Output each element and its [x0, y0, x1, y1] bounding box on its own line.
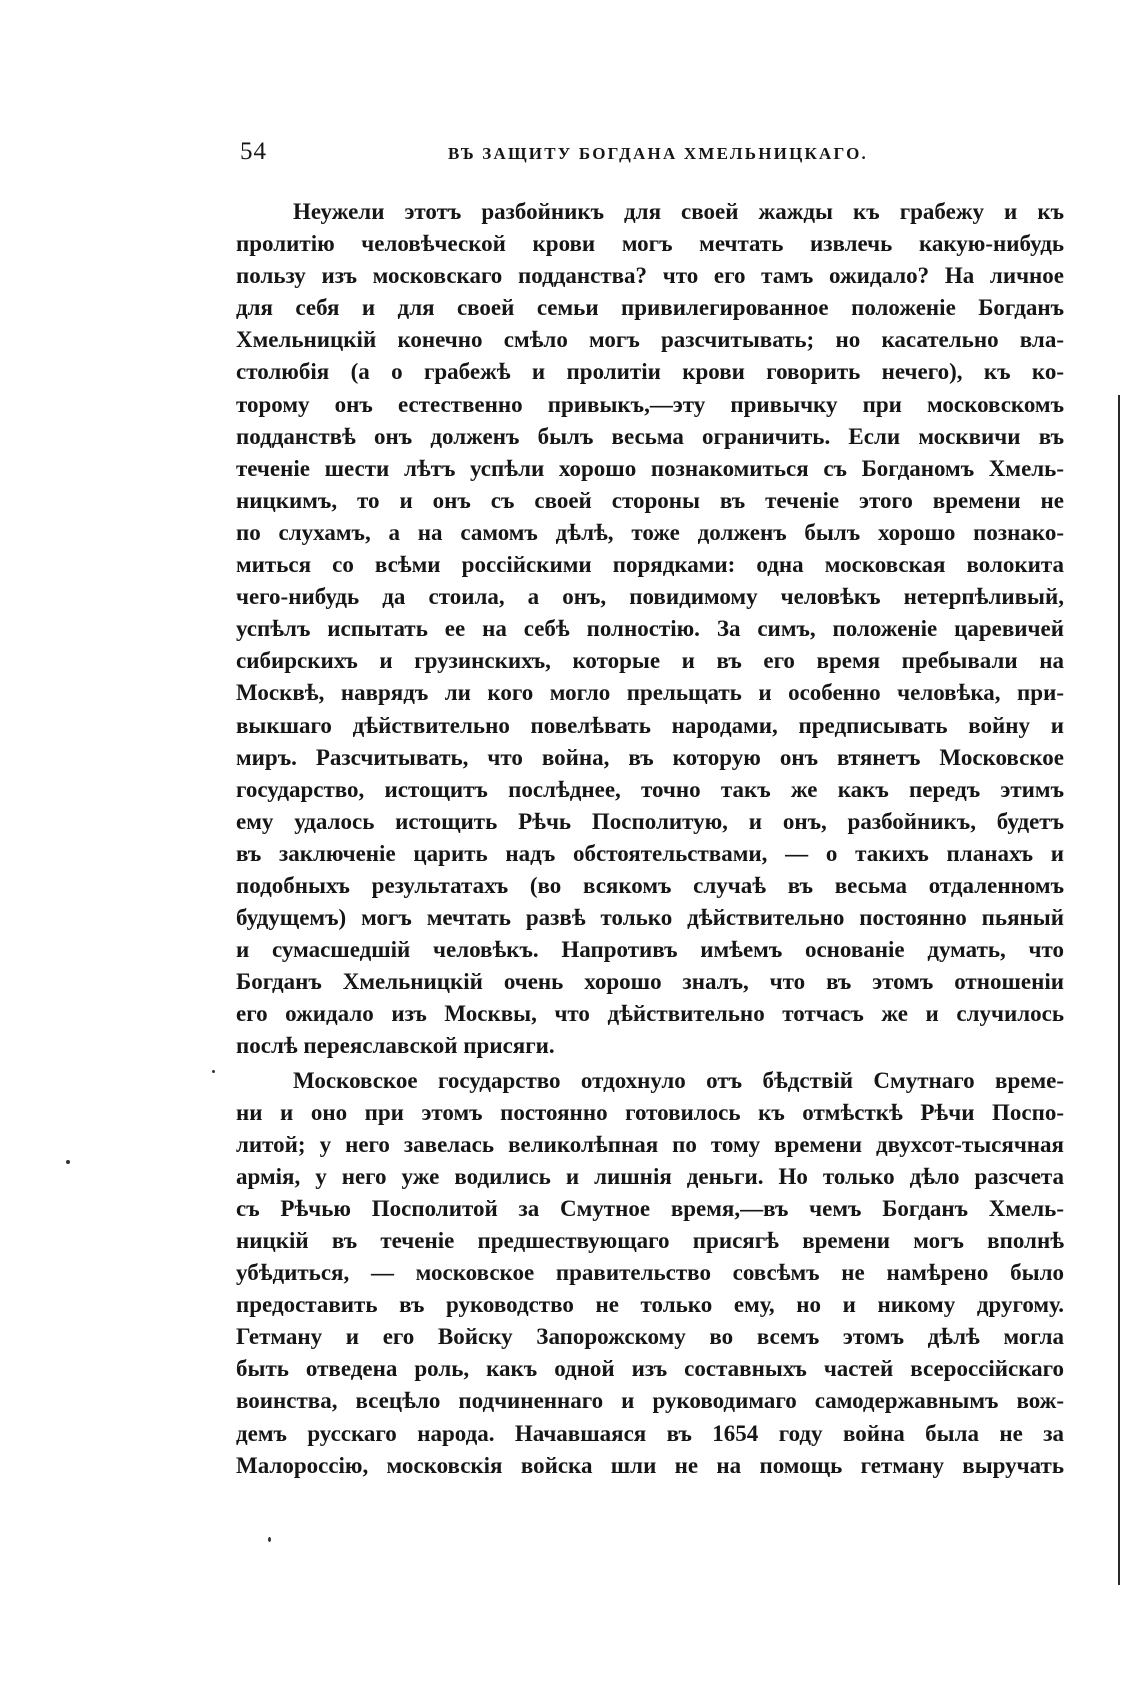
text-line: демъ русскаго народа. Начавшаяся въ 1654 году война была не за	[236, 1420, 1064, 1446]
text-line: будущемъ) могъ мечтать развѣ только дѣйствительно постоянно пьяный	[236, 905, 1064, 931]
text-line: ницкій въ теченіе предшествующаго присягѣ времени могъ вполнѣ	[236, 1228, 1064, 1253]
text-line: подданствѣ онъ долженъ былъ весьма ограничить. Если москвичи въ	[236, 423, 1064, 449]
text-line: выкшаго дѣйствительно повелѣвать народами, предписывать войну и	[236, 712, 1064, 738]
text-line: Москвѣ, наврядъ ли кого могло прельщать и особенно человѣка, при-	[236, 680, 1064, 706]
text-line: ницкимъ, то и онъ съ своей стороны въ теченіе этого времени не	[236, 487, 1064, 513]
text-line: Гетману и его Войску Запорожскому во всемъ этомъ дѣлѣ могла	[236, 1324, 1064, 1350]
page-edge-rule	[1118, 395, 1120, 1585]
text-line: теченіе шести лѣтъ успѣли хорошо познакомиться съ Богданомъ Хмель-	[236, 455, 1064, 481]
text-line: быть отведена роль, какъ одной изъ составныхъ частей всероссійскаго	[236, 1356, 1064, 1382]
text-line: Неужели этотъ разбойникъ для своей жажды къ грабежу и къ	[293, 199, 1064, 224]
paragraph-2	[236, 1065, 1064, 1482]
text-line: миться со всѣми россійскими порядками: одна московская волокита	[236, 552, 1064, 578]
text-line: и сумасшедшій человѣкъ. Напротивъ имѣемъ основаніе думать, что	[236, 937, 1064, 963]
text-line: торому онъ естественно привыкъ,—эту привычку при московскомъ	[236, 391, 1064, 417]
text-line: воинства, всецѣло подчиненнаго и руководимаго самодержавнымъ вож-	[236, 1388, 1064, 1414]
text-line: ему удалось истощить Рѣчь Посполитую, и онъ, разбойникъ, будетъ	[236, 808, 1064, 834]
paragraph-1	[236, 196, 1064, 1063]
text-line: подобныхъ результатахъ (во всякомъ случаѣ въ весьма отдаленномъ	[236, 872, 1064, 898]
text-line: для себя и для своей семьи привилегированное положеніе Богданъ	[236, 295, 1064, 321]
text-line: успѣлъ испытать ее на себѣ полностію. За симъ, положеніе царевичей	[236, 616, 1064, 642]
text-line: Богданъ Хмельницкій очень хорошо зналъ, что въ этомъ отношеніи	[236, 969, 1064, 995]
text-line: миръ. Разсчитывать, что война, въ которую онъ втянетъ Московское	[236, 744, 1064, 770]
text-line: предоставить въ руководство не только ему, но и никому другому.	[236, 1292, 1064, 1318]
scan-speck	[268, 1537, 271, 1542]
text-line: сибирскихъ и грузинскихъ, которые и въ его время пребывали на	[236, 648, 1064, 674]
running-title: ВЪ ЗАЩИТУ БОГДАНА ХМЕЛЬНИЦКАГО.	[448, 144, 868, 163]
scan-speck	[212, 1070, 215, 1073]
text-line: пользу изъ московскаго подданства? что его тамъ ожидало? На личное	[236, 263, 1064, 289]
text-line: Московское государство отдохнуло отъ бѣдствій Смутнаго време-	[293, 1067, 1064, 1093]
text-line: его ожидало изъ Москвы, что дѣйствительно тотчасъ же и случилось	[236, 1001, 1064, 1027]
text-line: столюбія (а о грабежѣ и пролитіи крови говорить нечего), къ ко-	[236, 359, 1064, 385]
body-text	[236, 196, 1064, 1482]
text-line: въ заключеніе царить надъ обстоятельствами, — о такихъ планахъ и	[236, 840, 1064, 866]
text-line: ни и оно при этомъ постоянно готовилось къ отмѣсткѣ Рѣчи Поспо-	[236, 1099, 1064, 1125]
text-line: чего-нибудь да стоила, а онъ, повидимому человѣкъ нетерпѣливый,	[236, 584, 1064, 610]
text-line: послѣ переяславской присяги.	[236, 1033, 555, 1059]
text-line: пролитію человѣческой крови могъ мечтать извлечь какую-нибудь	[236, 231, 1064, 257]
text-line: съ Рѣчью Посполитой за Смутное время,—въ чемъ Богданъ Хмель-	[236, 1195, 1064, 1221]
text-line: Хмельницкій конечно смѣло могъ разсчитывать; но касательно вла-	[236, 327, 1064, 353]
page-number: 54	[240, 138, 267, 165]
scan-speck	[66, 1160, 70, 1164]
text-line: литой; у него завелась великолѣпная по тому времени двухсот-тысячная	[236, 1131, 1064, 1157]
text-line: государство, истощитъ послѣднее, точно такъ же какъ передъ этимъ	[236, 776, 1064, 802]
text-line: Малороссію, московскія войска шли не на помощь гетману выручать	[236, 1452, 1064, 1478]
text-line: убѣдиться, — московское правительство совсѣмъ не намѣрено было	[236, 1260, 1064, 1286]
text-line: армія, у него уже водились и лишнія деньги. Но только дѣло разсчета	[236, 1163, 1064, 1189]
text-line: по слухамъ, а на самомъ дѣлѣ, тоже долженъ былъ хорошо познако-	[236, 519, 1064, 545]
